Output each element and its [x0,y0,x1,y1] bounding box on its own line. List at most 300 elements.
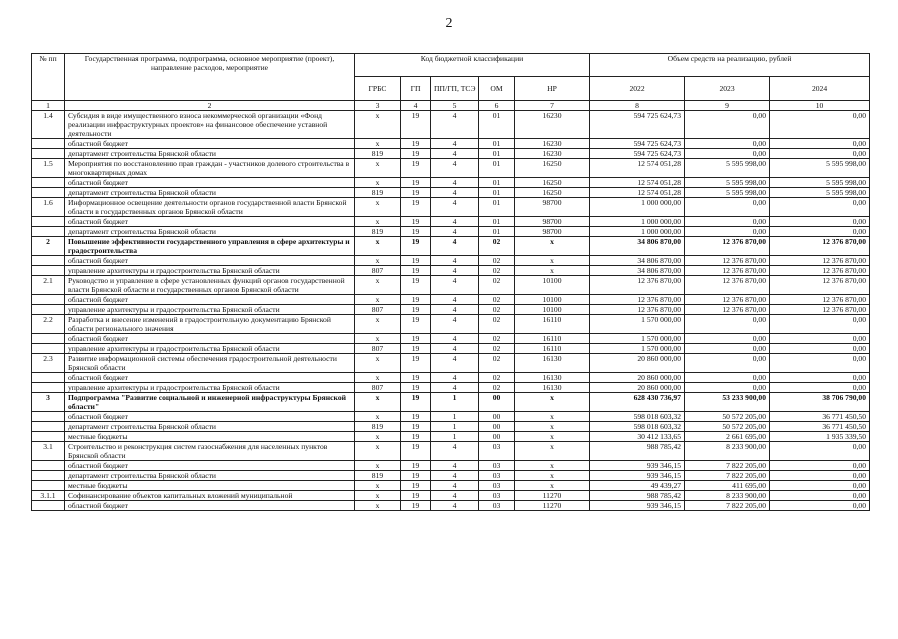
row-nr: 16110 [515,315,590,334]
row-value-2024: 0,00 [770,491,870,501]
index-cell: 6 [479,101,515,111]
row-number [32,461,65,471]
row-value-2023: 0,00 [685,227,770,237]
row-number: 1.5 [32,159,65,178]
row-value-2024: 38 706 790,00 [770,393,870,412]
row-pp: 4 [431,501,479,511]
row-gp: 19 [401,334,431,344]
row-grbs: 819 [355,227,401,237]
row-number: 3.1.1 [32,491,65,501]
row-number [32,383,65,393]
row-value-2022: 628 430 736,97 [590,393,685,412]
row-nr: 16130 [515,383,590,393]
row-value-2023: 411 695,00 [685,481,770,491]
row-gp: 19 [401,305,431,315]
row-value-2024: 1 935 339,50 [770,432,870,442]
row-number [32,373,65,383]
header-2024: 2024 [770,77,870,101]
row-number [32,432,65,442]
row-value-2023: 0,00 [685,334,770,344]
row-value-2023: 0,00 [685,149,770,159]
table-row [32,139,870,149]
row-value-2023: 50 572 205,00 [685,422,770,432]
row-pp: 4 [431,461,479,471]
row-name: управление архитектуры и градостроительства Брянской области [65,305,355,315]
row-gp: 19 [401,237,431,256]
row-om: 02 [479,354,515,373]
row-gp: 19 [401,461,431,471]
row-value-2024: 0,00 [770,471,870,481]
row-pp: 1 [431,393,479,412]
row-grbs: 819 [355,188,401,198]
index-cell: 5 [431,101,479,111]
row-grbs: х [355,442,401,461]
header-ppgp: ПП/ГП, ТСЭ [431,77,479,101]
row-value-2024: 5 595 998,00 [770,188,870,198]
row-value-2023: 12 376 870,00 [685,276,770,295]
row-value-2022: 30 412 133,65 [590,432,685,442]
row-om: 01 [479,139,515,149]
row-pp: 4 [431,227,479,237]
row-pp: 4 [431,315,479,334]
table-row [32,227,870,237]
row-value-2022: 1 000 000,00 [590,217,685,227]
row-grbs: х [355,276,401,295]
row-nr: 16230 [515,111,590,139]
row-name: местные бюджеты [65,432,355,442]
table-row [32,373,870,383]
row-grbs: 807 [355,305,401,315]
table-row [32,237,870,256]
row-number [32,481,65,491]
table-row [32,266,870,276]
row-om: 02 [479,305,515,315]
row-om: 03 [479,481,515,491]
row-grbs: 807 [355,266,401,276]
row-nr: х [515,471,590,481]
row-nr: 16110 [515,344,590,354]
row-value-2024: 0,00 [770,334,870,344]
row-gp: 19 [401,442,431,461]
row-nr: х [515,412,590,422]
budget-table [31,53,870,511]
header-om: ОМ [479,77,515,101]
row-value-2022: 1 570 000,00 [590,344,685,354]
row-name: Повышение эффективности государственного управления в сфере архитектуры и градостроительства [65,237,355,256]
row-name: Информационное освещение деятельности органов государственной власти Брянской области в государственных органов Брянской области [65,198,355,217]
row-value-2023: 0,00 [685,217,770,227]
row-name: областной бюджет [65,139,355,149]
row-pp: 4 [431,305,479,315]
row-gp: 19 [401,256,431,266]
row-nr: 16250 [515,188,590,198]
row-grbs: 807 [355,344,401,354]
row-nr: х [515,442,590,461]
row-pp: 4 [431,198,479,217]
row-nr: 11270 [515,501,590,511]
row-nr: 16230 [515,149,590,159]
row-om: 01 [479,217,515,227]
row-number [32,334,65,344]
row-value-2023: 0,00 [685,373,770,383]
row-value-2022: 1 000 000,00 [590,198,685,217]
row-pp: 4 [431,373,479,383]
row-value-2022: 939 346,15 [590,461,685,471]
header-grbs: ГРБС [355,77,401,101]
row-value-2024: 12 376 870,00 [770,266,870,276]
row-om: 02 [479,344,515,354]
row-number [32,412,65,422]
row-number [32,422,65,432]
row-value-2024: 36 771 450,50 [770,412,870,422]
row-grbs: 807 [355,383,401,393]
table-row [32,501,870,511]
row-value-2023: 8 233 900,00 [685,491,770,501]
row-pp: 4 [431,159,479,178]
index-cell: 2 [65,101,355,111]
row-number [32,188,65,198]
page-number: 2 [445,16,453,31]
row-nr: х [515,422,590,432]
row-gp: 19 [401,217,431,227]
row-value-2022: 1 570 000,00 [590,315,685,334]
row-gp: 19 [401,344,431,354]
row-grbs: 819 [355,422,401,432]
row-gp: 19 [401,295,431,305]
row-value-2022: 20 860 000,00 [590,383,685,393]
table-row [32,276,870,295]
row-grbs: х [355,198,401,217]
row-value-2022: 12 376 870,00 [590,305,685,315]
row-nr: 16230 [515,139,590,149]
table-row [32,412,870,422]
row-om: 01 [479,111,515,139]
row-number: 1.6 [32,198,65,217]
row-gp: 19 [401,315,431,334]
row-pp: 4 [431,149,479,159]
row-name: областной бюджет [65,501,355,511]
table-row [32,383,870,393]
row-gp: 19 [401,178,431,188]
table-row [32,159,870,178]
table-row [32,481,870,491]
header-gp: ГП [401,77,431,101]
row-nr: 16250 [515,178,590,188]
row-value-2024: 12 376 870,00 [770,256,870,266]
row-value-2023: 0,00 [685,198,770,217]
row-value-2023: 7 822 205,00 [685,501,770,511]
table-row [32,256,870,266]
row-pp: 4 [431,256,479,266]
table-row [32,188,870,198]
row-grbs: 819 [355,471,401,481]
row-value-2023: 53 233 900,00 [685,393,770,412]
row-value-2022: 12 574 051,28 [590,159,685,178]
table-row [32,149,870,159]
row-name: департамент строительства Брянской области [65,471,355,481]
row-grbs: х [355,481,401,491]
row-value-2024: 0,00 [770,481,870,491]
row-value-2022: 594 725 624,73 [590,111,685,139]
row-value-2024: 0,00 [770,217,870,227]
row-pp: 4 [431,276,479,295]
row-om: 02 [479,295,515,305]
row-gp: 19 [401,149,431,159]
index-cell: 10 [770,101,870,111]
row-name: Подпрограмма "Развитие социальной и инженерной инфраструктуры Брянской области" [65,393,355,412]
row-grbs: х [355,256,401,266]
row-gp: 19 [401,471,431,481]
row-grbs: х [355,412,401,422]
row-nr: 98700 [515,217,590,227]
table-row [32,461,870,471]
row-value-2022: 12 376 870,00 [590,276,685,295]
row-om: 02 [479,334,515,344]
row-number: 2 [32,237,65,256]
row-value-2024: 0,00 [770,198,870,217]
index-cell: 7 [515,101,590,111]
table-row [32,217,870,227]
row-value-2024: 0,00 [770,442,870,461]
row-name: областной бюджет [65,295,355,305]
row-value-2024: 0,00 [770,383,870,393]
row-value-2024: 0,00 [770,373,870,383]
row-gp: 19 [401,373,431,383]
row-pp: 4 [431,217,479,227]
row-number [32,471,65,481]
row-value-2024: 12 376 870,00 [770,305,870,315]
row-pp: 4 [431,471,479,481]
row-grbs: х [355,334,401,344]
row-grbs: х [355,315,401,334]
header-num: № пп [32,54,65,101]
row-gp: 19 [401,393,431,412]
row-gp: 19 [401,266,431,276]
row-value-2022: 12 574 051,28 [590,178,685,188]
row-value-2022: 1 000 000,00 [590,227,685,237]
row-name: областной бюджет [65,256,355,266]
row-pp: 4 [431,139,479,149]
row-grbs: х [355,159,401,178]
row-number: 3 [32,393,65,412]
row-value-2022: 594 725 624,73 [590,139,685,149]
row-nr: 10100 [515,276,590,295]
row-gp: 19 [401,422,431,432]
row-number [32,256,65,266]
row-pp: 4 [431,344,479,354]
table-row [32,432,870,442]
row-nr: 16250 [515,159,590,178]
row-om: 01 [479,227,515,237]
row-value-2023: 12 376 870,00 [685,295,770,305]
row-value-2023: 0,00 [685,111,770,139]
row-value-2023: 7 822 205,00 [685,461,770,471]
header-name: Государственная программа, подпрограмма, основное мероприятие (проект), направление расходов, мероприятие [65,54,355,101]
row-value-2024: 0,00 [770,139,870,149]
row-number [32,344,65,354]
row-grbs: х [355,217,401,227]
row-om: 02 [479,373,515,383]
table-row [32,315,870,334]
row-value-2023: 0,00 [685,139,770,149]
row-number [32,227,65,237]
row-om: 03 [479,501,515,511]
row-value-2023: 12 376 870,00 [685,305,770,315]
row-nr: 98700 [515,227,590,237]
row-gp: 19 [401,432,431,442]
row-pp: 4 [431,491,479,501]
row-nr: 10100 [515,295,590,305]
row-gp: 19 [401,227,431,237]
row-name: департамент строительства Брянской области [65,188,355,198]
row-number: 2.3 [32,354,65,373]
row-name: Мероприятия по восстановлению прав граждан - участников долевого строительства в многоквартирных домах [65,159,355,178]
row-pp: 4 [431,111,479,139]
row-om: 00 [479,412,515,422]
row-value-2022: 20 860 000,00 [590,373,685,383]
row-value-2024: 0,00 [770,501,870,511]
row-gp: 19 [401,159,431,178]
table-header [32,54,870,111]
row-gp: 19 [401,491,431,501]
table-row [32,111,870,139]
row-grbs: х [355,491,401,501]
row-value-2022: 1 570 000,00 [590,334,685,344]
row-pp: 4 [431,188,479,198]
row-nr: 98700 [515,198,590,217]
index-cell: 4 [401,101,431,111]
table-body [32,111,870,511]
row-name: областной бюджет [65,217,355,227]
row-value-2023: 5 595 998,00 [685,178,770,188]
row-value-2022: 12 376 870,00 [590,295,685,305]
table-row [32,491,870,501]
row-nr: 16130 [515,354,590,373]
table-row [32,178,870,188]
row-pp: 4 [431,383,479,393]
row-om: 02 [479,237,515,256]
row-pp: 4 [431,334,479,344]
row-number [32,295,65,305]
row-name: Руководство и управление в сфере установленных функций органов государственной власти Брянской области и государственных органов Брянской области [65,276,355,295]
row-value-2022: 34 806 870,00 [590,266,685,276]
row-grbs: х [355,295,401,305]
row-number: 1.4 [32,111,65,139]
row-number: 2.1 [32,276,65,295]
row-name: местные бюджеты [65,481,355,491]
row-value-2023: 0,00 [685,383,770,393]
row-om: 02 [479,276,515,295]
row-pp: 4 [431,237,479,256]
row-number [32,266,65,276]
row-name: Разработка и внесение изменений в градостроительную документацию Брянской области регионального значения [65,315,355,334]
index-cell: 8 [590,101,685,111]
row-om: 01 [479,198,515,217]
row-value-2024: 5 595 998,00 [770,159,870,178]
row-value-2022: 598 018 603,32 [590,422,685,432]
header-2022: 2022 [590,77,685,101]
row-value-2022: 49 439,27 [590,481,685,491]
row-value-2023: 50 572 205,00 [685,412,770,422]
row-grbs: х [355,373,401,383]
row-pp: 4 [431,442,479,461]
row-number: 2.2 [32,315,65,334]
row-value-2024: 5 595 998,00 [770,178,870,188]
row-om: 01 [479,188,515,198]
row-pp: 1 [431,432,479,442]
row-number [32,139,65,149]
table-row [32,344,870,354]
row-om: 03 [479,442,515,461]
row-grbs: х [355,501,401,511]
row-om: 01 [479,178,515,188]
header-2023: 2023 [685,77,770,101]
table-row [32,422,870,432]
row-value-2023: 12 376 870,00 [685,266,770,276]
row-gp: 19 [401,198,431,217]
row-grbs: х [355,461,401,471]
index-cell: 1 [32,101,65,111]
table-row [32,354,870,373]
row-gp: 19 [401,383,431,393]
row-nr: х [515,432,590,442]
row-om: 00 [479,422,515,432]
row-value-2023: 5 595 998,00 [685,188,770,198]
header-nr: НР [515,77,590,101]
row-value-2022: 594 725 624,73 [590,149,685,159]
row-pp: 4 [431,266,479,276]
row-value-2024: 12 376 870,00 [770,276,870,295]
row-name: департамент строительства Брянской области [65,422,355,432]
row-grbs: 819 [355,149,401,159]
index-cell: 9 [685,101,770,111]
row-number [32,149,65,159]
row-number [32,501,65,511]
row-value-2024: 0,00 [770,227,870,237]
row-pp: 4 [431,354,479,373]
row-pp: 1 [431,412,479,422]
row-number [32,217,65,227]
row-gp: 19 [401,139,431,149]
row-value-2022: 598 018 603,32 [590,412,685,422]
row-nr: х [515,393,590,412]
row-gp: 19 [401,188,431,198]
row-value-2022: 20 860 000,00 [590,354,685,373]
row-name: управление архитектуры и градостроительства Брянской области [65,266,355,276]
row-gp: 19 [401,276,431,295]
row-value-2023: 0,00 [685,315,770,334]
row-value-2022: 988 785,42 [590,491,685,501]
row-value-2022: 939 346,15 [590,501,685,511]
row-grbs: х [355,432,401,442]
row-value-2023: 2 661 695,00 [685,432,770,442]
table-row [32,305,870,315]
row-gp: 19 [401,111,431,139]
row-pp: 4 [431,295,479,305]
row-grbs: х [355,393,401,412]
row-om: 01 [479,159,515,178]
row-value-2023: 5 595 998,00 [685,159,770,178]
row-nr: 10100 [515,305,590,315]
table-row [32,442,870,461]
row-number [32,305,65,315]
row-om: 02 [479,266,515,276]
row-name: департамент строительства Брянской области [65,149,355,159]
row-name: управление архитектуры и градостроительства Брянской области [65,344,355,354]
index-row [32,101,870,111]
table-row [32,471,870,481]
row-gp: 19 [401,481,431,491]
